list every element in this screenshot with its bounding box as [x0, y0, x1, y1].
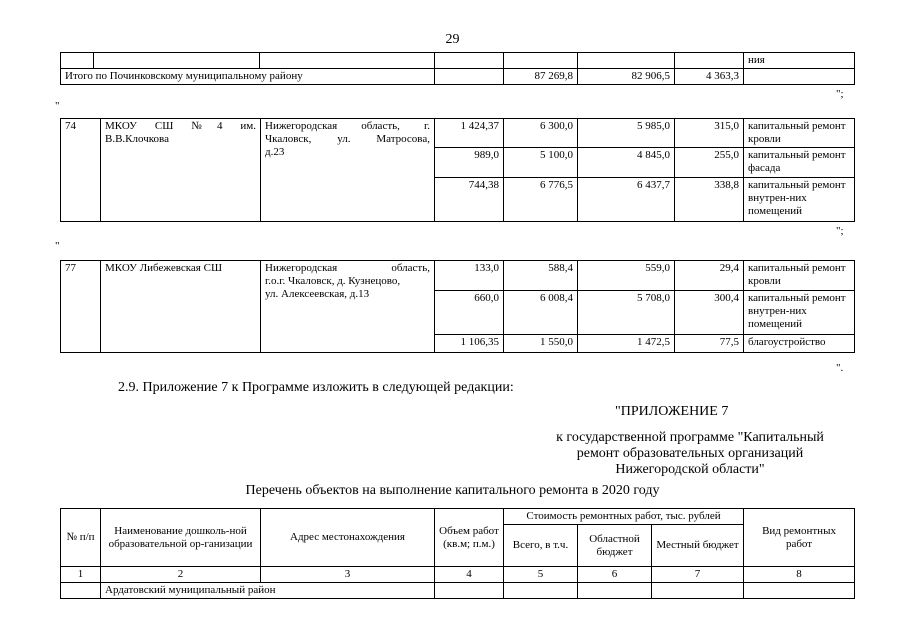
cost-local: 29,4	[675, 261, 744, 291]
top-table	[60, 52, 855, 85]
cost-regional: 5 985,0	[578, 119, 675, 148]
header-table	[60, 508, 855, 599]
close-quote-final: ".	[836, 362, 844, 374]
col-org-name: Наименование дошколь-ной образовательной ор-ганизации	[101, 509, 261, 567]
col-address: Адрес местонахождения	[261, 509, 435, 567]
table-row	[61, 261, 855, 291]
table-row	[61, 509, 855, 525]
district-name: Ардатовский муниципальный район	[101, 583, 435, 599]
cost-local: 300,4	[675, 291, 744, 335]
column-number: 1	[61, 567, 101, 583]
work-kind: капитальный ремонт кровли	[744, 119, 855, 148]
cost-total: 6 300,0	[504, 119, 578, 148]
volume: 133,0	[435, 261, 504, 291]
cost-regional: 4 845,0	[578, 148, 675, 178]
cost-total: 588,4	[504, 261, 578, 291]
table-row	[61, 53, 855, 69]
close-quote: ";	[836, 88, 844, 100]
cost-regional: 559,0	[578, 261, 675, 291]
column-number: 3	[261, 567, 435, 583]
table-row	[61, 119, 855, 148]
appendix-title: "ПРИЛОЖЕНИЕ 7	[615, 404, 729, 419]
column-number: 2	[101, 567, 261, 583]
volume: 989,0	[435, 148, 504, 178]
section-text: 2.9. Приложение 7 к Программе изложить в следующей редакции:	[118, 380, 514, 395]
volume: 660,0	[435, 291, 504, 335]
open-quote: "	[55, 240, 60, 252]
col-work-kind: Вид ремонтных работ	[744, 509, 855, 567]
row-number: 77	[61, 261, 101, 353]
district-row	[61, 583, 855, 599]
cost-total: 5 100,0	[504, 148, 578, 178]
total-row	[61, 69, 855, 85]
work-kind: капитальный ремонт фасада	[744, 148, 855, 178]
work-kind: капитальный ремонт кровли	[744, 261, 855, 291]
total-label: Итого по Починковскому муниципальному району	[61, 69, 435, 85]
cost-total: 6 776,5	[504, 178, 578, 222]
col-cost-group: Стоимость ремонтных работ, тыс. рублей	[504, 509, 744, 525]
appendix-subtitle: к государственной программе "Капитальный ремонт образовательных организаций Нижегородской области"	[556, 430, 824, 477]
work-kind: капитальный ремонт внутрен-них помещений	[744, 178, 855, 222]
cost-total: 1 550,0	[504, 335, 578, 353]
cost-regional: 5 708,0	[578, 291, 675, 335]
col-cost-local: Местный бюджет	[652, 525, 744, 567]
col-cost-total: Всего, в т.ч.	[504, 525, 578, 567]
cost-local: 77,5	[675, 335, 744, 353]
col-number: № п/п	[61, 509, 101, 567]
block-74-table	[60, 118, 855, 222]
volume: 1 424,37	[435, 119, 504, 148]
column-number-row	[61, 567, 855, 583]
volume: 744,38	[435, 178, 504, 222]
list-title: Перечень объектов на выполнение капитального ремонта в 2020 году	[245, 483, 660, 498]
cost-local: 338,8	[675, 178, 744, 222]
volume: 1 106,35	[435, 335, 504, 353]
page-number: 29	[445, 32, 460, 47]
column-number: 4	[435, 567, 504, 583]
work-kind: благоустройство	[744, 335, 855, 353]
total-all: 87 269,8	[504, 69, 578, 85]
close-quote: ";	[836, 225, 844, 237]
cost-regional: 1 472,5	[578, 335, 675, 353]
total-regional: 82 906,5	[578, 69, 675, 85]
work-kind: капитальный ремонт внутрен-них помещений	[744, 291, 855, 335]
row-tail: ния	[744, 53, 855, 69]
org-address: Нижегородская область, г.о.г. Чкаловск, д. Кузнецово, ул. Алексеевская, д.13	[261, 261, 435, 353]
org-name: МКОУ Либежевская СШ	[101, 261, 261, 353]
org-name: МКОУ СШ №4 им. В.В.Клочкова	[101, 119, 261, 222]
cost-regional: 6 437,7	[578, 178, 675, 222]
column-number: 6	[578, 567, 652, 583]
block-77-table	[60, 260, 855, 353]
cost-local: 315,0	[675, 119, 744, 148]
column-number: 8	[744, 567, 855, 583]
total-local: 4 363,3	[675, 69, 744, 85]
cost-total: 6 008,4	[504, 291, 578, 335]
column-number: 7	[652, 567, 744, 583]
row-number: 74	[61, 119, 101, 222]
column-number: 5	[504, 567, 578, 583]
col-volume: Объем работ (кв.м; п.м.)	[435, 509, 504, 567]
open-quote: "	[55, 100, 60, 112]
org-address: Нижегородская область, г. Чкаловск, ул. Матросова, д.23	[261, 119, 435, 222]
col-cost-regional: Областной бюджет	[578, 525, 652, 567]
cost-local: 255,0	[675, 148, 744, 178]
